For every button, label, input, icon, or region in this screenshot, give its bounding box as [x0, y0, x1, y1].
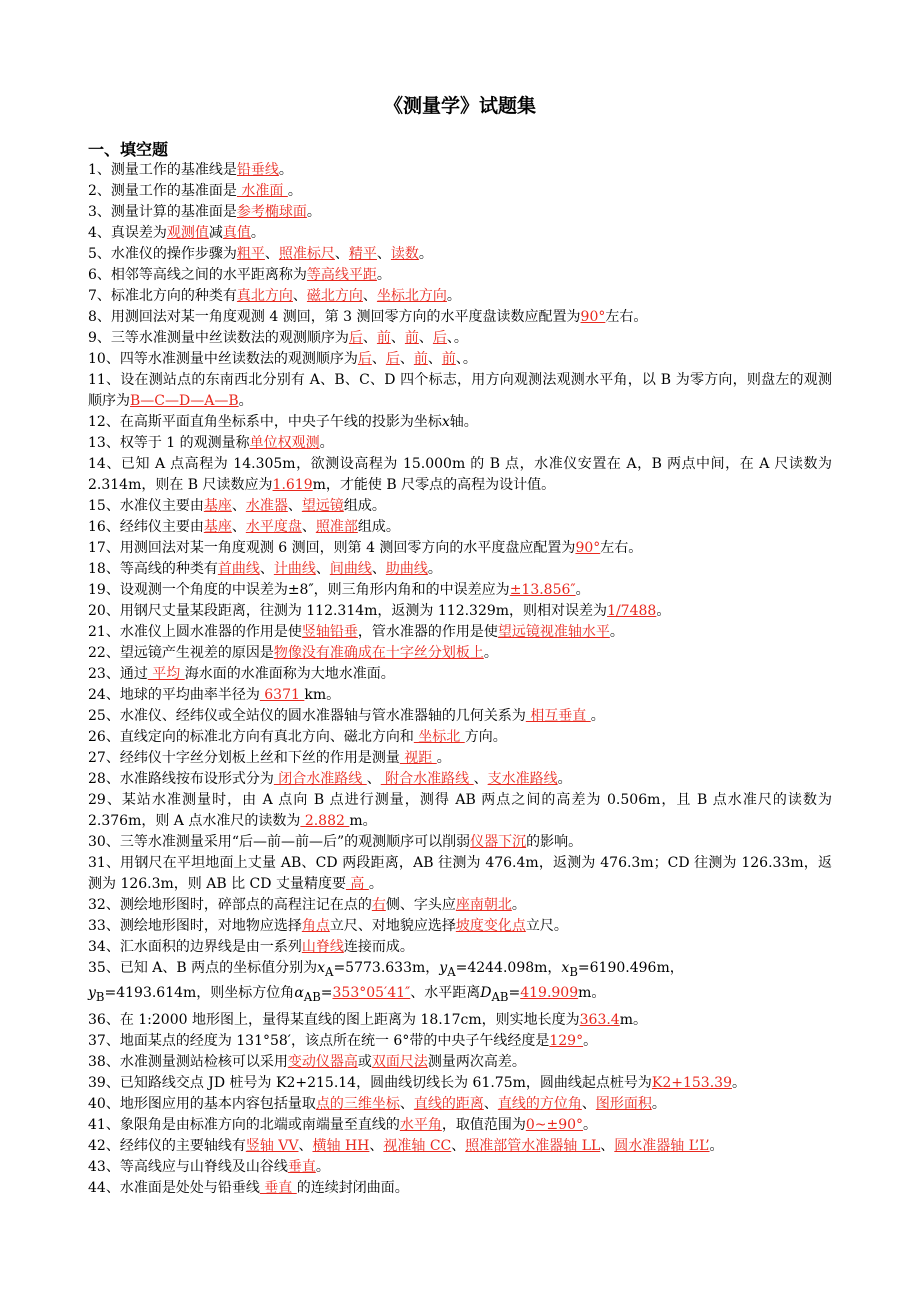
answer-text: 基座 — [203, 498, 232, 514]
math-subscript: A — [447, 964, 456, 979]
question-item — [88, 664, 832, 685]
math-variable: D — [480, 984, 492, 1001]
answer-text: 后 — [385, 351, 400, 367]
question-text: = — [508, 984, 521, 1001]
answer-text: 353°05′41″ — [332, 984, 411, 1001]
answer-text: 后 — [348, 330, 363, 346]
math-subscript: A — [325, 964, 334, 979]
answer-text: 后 — [432, 330, 447, 346]
question-text: 5、水准仪的操作步骤为 — [88, 246, 237, 262]
question-text: 的连续封闭曲面。 — [296, 1180, 409, 1196]
question-text: 、 — [264, 246, 279, 262]
answer-text: 直线的方位角 — [497, 1096, 582, 1112]
question-item — [88, 1115, 832, 1136]
question-item — [88, 601, 832, 622]
question-text: 15、水准仪主要由 — [88, 498, 204, 514]
question-text: 减 — [208, 225, 223, 241]
answer-text: 单位权观测 — [249, 435, 320, 451]
question-text: 。 — [609, 624, 624, 640]
answer-text: 仪器下沉 — [470, 834, 527, 850]
question-text: 33、测绘地形图时，对地物应选择 — [88, 918, 302, 934]
question-text: km。 — [304, 687, 341, 703]
math-variable: x — [561, 960, 570, 976]
question-text: 。 — [278, 162, 293, 178]
question-text: 左右。 — [605, 309, 648, 325]
question-text: 。 — [368, 876, 383, 892]
question-text: 轴。 — [449, 414, 478, 430]
section-heading: 一、填空题 — [88, 140, 169, 159]
answer-text: 计曲线 — [273, 561, 316, 577]
math-subscript: B — [569, 964, 578, 979]
question-item — [88, 769, 832, 790]
question-text: 、 — [298, 1138, 313, 1154]
answer-text: 附合水准路线 — [380, 771, 474, 787]
question-text: m。 — [349, 813, 377, 829]
question-text: 、 — [315, 561, 330, 577]
answer-text: 变动仪器高 — [287, 1054, 358, 1070]
question-text: 7、标准北方向的种类有 — [88, 288, 237, 304]
question-text: 37、地面某点的经度为 131°58′，该点所在统一 6°带的中央子午线经度是 — [88, 1033, 550, 1049]
question-text: 、 — [231, 498, 246, 514]
question-text: 22、望远镜产生视差的原因是 — [88, 645, 274, 661]
question-text: 、 — [390, 330, 405, 346]
question-item — [88, 370, 832, 412]
answer-text: 磁北方向 — [306, 288, 363, 304]
question-text: m，才能使 B 尺零点的高程为设计值。 — [312, 477, 556, 493]
answer-text: 坡度变化点 — [455, 918, 526, 934]
answer-text: 粗平 — [236, 246, 265, 262]
math-variable: x — [441, 414, 450, 430]
question-text: 。 — [238, 393, 253, 409]
question-item — [88, 412, 832, 433]
question-item — [88, 790, 832, 832]
question-text: 。 — [557, 771, 572, 787]
question-text: 、 — [418, 330, 433, 346]
answer-text: 点的三维坐标 — [315, 1096, 400, 1112]
answer-text: 真北方向 — [236, 288, 293, 304]
question-text: 30、三等水准测量采用“后—前—前—后”的观测顺序可以削弱 — [88, 834, 471, 850]
question-item — [88, 643, 832, 664]
question-item — [88, 727, 832, 748]
question-text: 40、地形图应用的基本内容包括量取 — [88, 1096, 316, 1112]
question-item — [88, 580, 832, 601]
answer-text: 圆水准器轴 L’L’ — [614, 1138, 710, 1154]
question-text: = — [320, 984, 333, 1001]
question-text: 12、在高斯平面直角坐标系中，中央子午线的投影为坐标 — [88, 414, 442, 430]
math-subscript: AB — [491, 989, 509, 1004]
answer-text: 高 — [345, 876, 369, 892]
question-text: 14、已知 A 点高程为 14.305m，欲测设高程为 15.000m 的 B 点，水准仪安置在 A，B 两点中间，在 A 尺读数为 2.314m，则在 B 尺读数应为 — [88, 456, 832, 493]
question-text: 。 — [250, 225, 265, 241]
answer-text: 读数 — [390, 246, 419, 262]
answer-text: 平均 — [147, 666, 185, 682]
answer-text: 支水准路线 — [487, 771, 558, 787]
question-text: =4193.614m，则坐标方位角 — [104, 984, 295, 1001]
question-text: 、 — [362, 288, 377, 304]
question-text: 6、相邻等高线之间的水平距离称为 — [88, 267, 307, 283]
answer-text: 6371 — [259, 687, 305, 703]
question-text: 。 — [483, 645, 498, 661]
math-variable: y — [439, 960, 448, 976]
question-item — [88, 916, 832, 937]
question-text: 2、测量工作的基准面是 — [88, 183, 237, 199]
question-text: 、 — [399, 1096, 414, 1112]
question-item — [88, 1178, 832, 1199]
answer-text: 参考椭球面 — [236, 204, 307, 220]
answer-text: 水平度盘 — [245, 519, 302, 535]
answer-text: 望远镜 — [301, 498, 344, 514]
question-text: 、 — [399, 351, 414, 367]
question-text: 、 — [369, 1138, 384, 1154]
question-text: 16、经纬仪主要由 — [88, 519, 204, 535]
answer-text: K2+153.39 — [651, 1075, 732, 1091]
question-text: 立尺。 — [525, 918, 568, 934]
question-text: 。 — [436, 750, 451, 766]
answer-text: 后 — [357, 351, 372, 367]
answer-text: 座南朝北 — [455, 897, 512, 913]
question-text: 41、象限角是由标准方向的北端或南端量至直线的 — [88, 1117, 400, 1133]
question-text: 。 — [315, 1159, 330, 1175]
question-text: 。 — [427, 561, 442, 577]
answer-text: 助曲线 — [385, 561, 428, 577]
question-text: 、 — [287, 498, 302, 514]
question-text: 、 — [292, 288, 307, 304]
answer-text: 精平 — [348, 246, 377, 262]
answer-text: 铅垂线 — [236, 162, 279, 178]
answer-text: 望远镜视准轴水平 — [497, 624, 610, 640]
question-text: 。 — [583, 1033, 598, 1049]
answer-text: 间曲线 — [329, 561, 372, 577]
question-text: 、 — [366, 771, 381, 787]
answer-text: 视距 — [399, 750, 437, 766]
answer-text: 照准标尺 — [278, 246, 335, 262]
question-text: 43、等高线应与山脊线及山谷线 — [88, 1159, 288, 1175]
answer-text: 等高线平距 — [306, 267, 377, 283]
answer-text: 1/7488 — [607, 603, 657, 619]
question-text: 28、水准路线按布设形式分为 — [88, 771, 274, 787]
question-text: 8、用测回法对某一角度观测 4 测回，第 3 测回零方向的水平度盘读数应配置为 — [88, 309, 581, 325]
answer-text: 水准面 — [236, 183, 288, 199]
question-text: 32、测绘地形图时，碎部点的高程注记在点的 — [88, 897, 372, 913]
question-text: 11、设在测站点的东南西北分别有 A、B、C、D 四个标志，用方向观测法观测水平角，以 B 为零方向，则盘左的观测顺序为 — [88, 372, 832, 409]
answer-text: 真值 — [222, 225, 251, 241]
answer-text: B—C—D—A—B — [130, 393, 239, 409]
answer-text: 前 — [376, 330, 391, 346]
question-item — [88, 265, 832, 286]
question-text: 侧、字头应 — [385, 897, 456, 913]
question-text: 10、四等水准测量中丝读数法的观测顺序为 — [88, 351, 358, 367]
question-text: 、。 — [455, 351, 477, 367]
question-text: 。 — [709, 1138, 724, 1154]
answer-text: 水准器 — [245, 498, 288, 514]
answer-text: 物像没有准确成在十字丝分划板上 — [273, 645, 484, 661]
question-text: =4244.098m， — [455, 960, 562, 976]
question-text: 21、水准仪上圆水准器的作用是使 — [88, 624, 302, 640]
question-text: 立尺、对地貌应选择 — [329, 918, 456, 934]
question-text: 、 — [483, 1096, 498, 1112]
question-item — [88, 937, 832, 958]
answer-text: 横轴 HH — [312, 1138, 370, 1154]
question-text: 。 — [376, 267, 391, 283]
question-item — [88, 895, 832, 916]
answer-text: 图形面积 — [595, 1096, 652, 1112]
answer-text: 竖轴铅垂 — [301, 624, 358, 640]
question-text: 。 — [511, 897, 526, 913]
question-item — [88, 349, 832, 370]
answer-text: 山脊线 — [301, 939, 344, 955]
question-item — [88, 286, 832, 307]
question-text: 44、水准面是处处与铅垂线 — [88, 1180, 260, 1196]
question-text: 的影响。 — [526, 834, 583, 850]
question-item — [88, 853, 832, 895]
answer-text: 90° — [575, 540, 601, 556]
question-item — [88, 496, 832, 517]
question-item — [88, 1073, 832, 1094]
question-item — [88, 202, 832, 223]
question-item — [88, 160, 832, 181]
question-text: 、 — [427, 351, 442, 367]
question-item — [88, 328, 832, 349]
question-text: 海水面的水准面称为大地水准面。 — [184, 666, 395, 682]
answer-text: 129° — [549, 1033, 584, 1049]
answer-text: 观测值 — [166, 225, 209, 241]
question-text: 、 — [371, 561, 386, 577]
answer-text: 直线的距离 — [413, 1096, 484, 1112]
question-text: 、。 — [446, 330, 468, 346]
question-text: 方向。 — [464, 729, 507, 745]
question-text: ，管水准器的作用是使 — [357, 624, 498, 640]
question-item — [88, 307, 832, 328]
question-item — [88, 244, 832, 265]
question-text: 。 — [306, 204, 321, 220]
question-text: 、 — [473, 771, 488, 787]
answer-text: 照准部管水准器轴 LL — [465, 1138, 601, 1154]
question-text: 、 — [371, 351, 386, 367]
answer-text: 2.882 — [300, 813, 350, 829]
question-item — [88, 832, 832, 853]
question-text: ，取值范围为 — [441, 1117, 526, 1133]
math-variable: α — [294, 984, 304, 1001]
answer-text: 坐标北方向 — [376, 288, 447, 304]
question-text: 、 — [334, 246, 349, 262]
question-text: 39、已知路线交点 JD 桩号为 K2+215.14，圆曲线切线长为 61.75m，圆曲线起点桩号为 — [88, 1075, 652, 1091]
answer-text: 坐标北 — [413, 729, 465, 745]
question-item — [88, 958, 832, 1008]
answer-text: 竖轴 VV — [245, 1138, 299, 1154]
answer-text: 前 — [404, 330, 419, 346]
question-item — [88, 1136, 832, 1157]
question-text: 24、地球的平均曲率半径为 — [88, 687, 260, 703]
question-text: 35、已知 A、B 两点的坐标值分别为 — [88, 960, 318, 976]
question-text: 。 — [446, 288, 461, 304]
question-text: 9、三等水准测量中丝读数法的观测顺序为 — [88, 330, 349, 346]
question-text: 、水平距离 — [410, 984, 481, 1001]
question-text: 组成。 — [343, 498, 386, 514]
question-text: 连接而成。 — [343, 939, 414, 955]
answer-text: 首曲线 — [217, 561, 260, 577]
answer-text: 前 — [441, 351, 456, 367]
math-variable: x — [317, 960, 326, 976]
question-text: 。 — [287, 183, 302, 199]
question-text: 左右。 — [600, 540, 643, 556]
question-text: 、 — [581, 1096, 596, 1112]
question-text: 、 — [362, 330, 377, 346]
question-text: 23、通过 — [88, 666, 148, 682]
answer-text: 90° — [580, 309, 606, 325]
answer-text: 右 — [371, 897, 386, 913]
question-text: 26、直线定向的标准北方向有真北方向、磁北方向和 — [88, 729, 414, 745]
question-item — [88, 1010, 832, 1031]
question-text: =6190.496m， — [577, 960, 684, 976]
question-text: 。 — [418, 246, 433, 262]
question-text: 18、等高线的种类有 — [88, 561, 218, 577]
question-item — [88, 1094, 832, 1115]
question-item — [88, 538, 832, 559]
question-text: 20、用钢尺丈量某段距离，往测为 112.314m，返测为 112.329m，则相对误差为 — [88, 603, 608, 619]
question-text: 、 — [301, 519, 316, 535]
question-item — [88, 433, 832, 454]
question-text: 25、水准仪、经纬仪或全站仪的圆水准器轴与管水准器轴的几何关系为 — [88, 708, 526, 724]
answer-text: ±13.856″ — [509, 582, 576, 598]
question-text: 或 — [357, 1054, 372, 1070]
question-text: 4、真误差为 — [88, 225, 167, 241]
question-item — [88, 685, 832, 706]
question-text: 36、在 1:2000 地形图上，量得某直线的图上距离为 18.17cm，则实地长度为 — [88, 1012, 580, 1028]
question-text: 3、测量计算的基准面是 — [88, 204, 237, 220]
question-text: 。 — [319, 435, 334, 451]
question-text: 29、某站水准测量时，由 A 点向 B 点进行测量，测得 AB 两点之间的高差为 0.506m，且 B 点水准尺的读数为 2.376m，则 A 点水准尺的读数为 — [88, 792, 832, 829]
question-item — [88, 1052, 832, 1073]
answer-text: 垂直 — [259, 1180, 297, 1196]
question-text: 、 — [451, 1138, 466, 1154]
math-subscript: B — [95, 989, 105, 1004]
question-item — [88, 1157, 832, 1178]
answer-text: 垂直 — [287, 1159, 316, 1175]
question-item — [88, 559, 832, 580]
question-text: 38、水准测量测站检核可以采用 — [88, 1054, 288, 1070]
answer-text: 基座 — [203, 519, 232, 535]
answer-text: 363.4 — [579, 1012, 620, 1028]
answer-text: 视准轴 CC — [383, 1138, 452, 1154]
question-text: m。 — [578, 984, 606, 1001]
question-text: 。 — [651, 1096, 666, 1112]
question-text: 、 — [600, 1138, 615, 1154]
question-text: 测量两次高差。 — [427, 1054, 526, 1070]
question-text: 13、权等于 1 的观测量称 — [88, 435, 250, 451]
answer-text: 水平角 — [399, 1117, 442, 1133]
question-item — [88, 454, 832, 496]
answer-text: 照准部 — [315, 519, 358, 535]
page-title: 《测量学》试题集 — [383, 95, 536, 117]
answer-text: 相互垂直 — [525, 708, 591, 724]
question-text: 42、经纬仪的主要轴线有 — [88, 1138, 246, 1154]
answer-text: 1.619 — [272, 477, 313, 493]
question-item — [88, 706, 832, 727]
question-text: 。 — [583, 1117, 598, 1133]
question-text: 。 — [575, 582, 590, 598]
question-text: 组成。 — [357, 519, 400, 535]
answer-text: 双面尺法 — [371, 1054, 428, 1070]
math-subscript: AB — [303, 989, 321, 1004]
question-item — [88, 1031, 832, 1052]
question-text: 17、用测回法对某一角度观测 6 测回，则第 4 测回零方向的水平度盘应配置为 — [88, 540, 576, 556]
question-text: m。 — [619, 1012, 647, 1028]
answer-text: 419.909 — [520, 984, 579, 1001]
question-text: 34、汇水面积的边界线是由一系列 — [88, 939, 302, 955]
question-text: =5773.633m， — [333, 960, 440, 976]
question-item — [88, 622, 832, 643]
question-text: 、 — [259, 561, 274, 577]
question-item — [88, 517, 832, 538]
question-text: 、 — [231, 519, 246, 535]
answer-text: 前 — [413, 351, 428, 367]
question-text: 。 — [656, 603, 671, 619]
answer-text: 0~±90° — [525, 1117, 584, 1133]
question-text: 19、设观测一个角度的中误差为±8″，则三角形内角和的中误差应为 — [88, 582, 510, 598]
answer-text: 闭合水准路线 — [273, 771, 367, 787]
question-item — [88, 181, 832, 202]
question-text: 、 — [376, 246, 391, 262]
math-variable: y — [88, 984, 96, 1001]
answer-text: 角点 — [301, 918, 330, 934]
question-text: 。 — [590, 708, 605, 724]
question-text: 31、用钢尺在平坦地面上丈量 AB、CD 两段距离，AB 往测为 476.4m，返测为 476.3m；CD 往测为 126.33m，返测为 126.3m，则 AB 比 CD 丈量精度要 — [88, 855, 832, 892]
question-item — [88, 748, 832, 769]
question-item — [88, 223, 832, 244]
question-text: 。 — [731, 1075, 746, 1091]
question-text: 27、经纬仪十字丝分划板上丝和下丝的作用是测量 — [88, 750, 400, 766]
question-text: 1、测量工作的基准线是 — [88, 162, 237, 178]
